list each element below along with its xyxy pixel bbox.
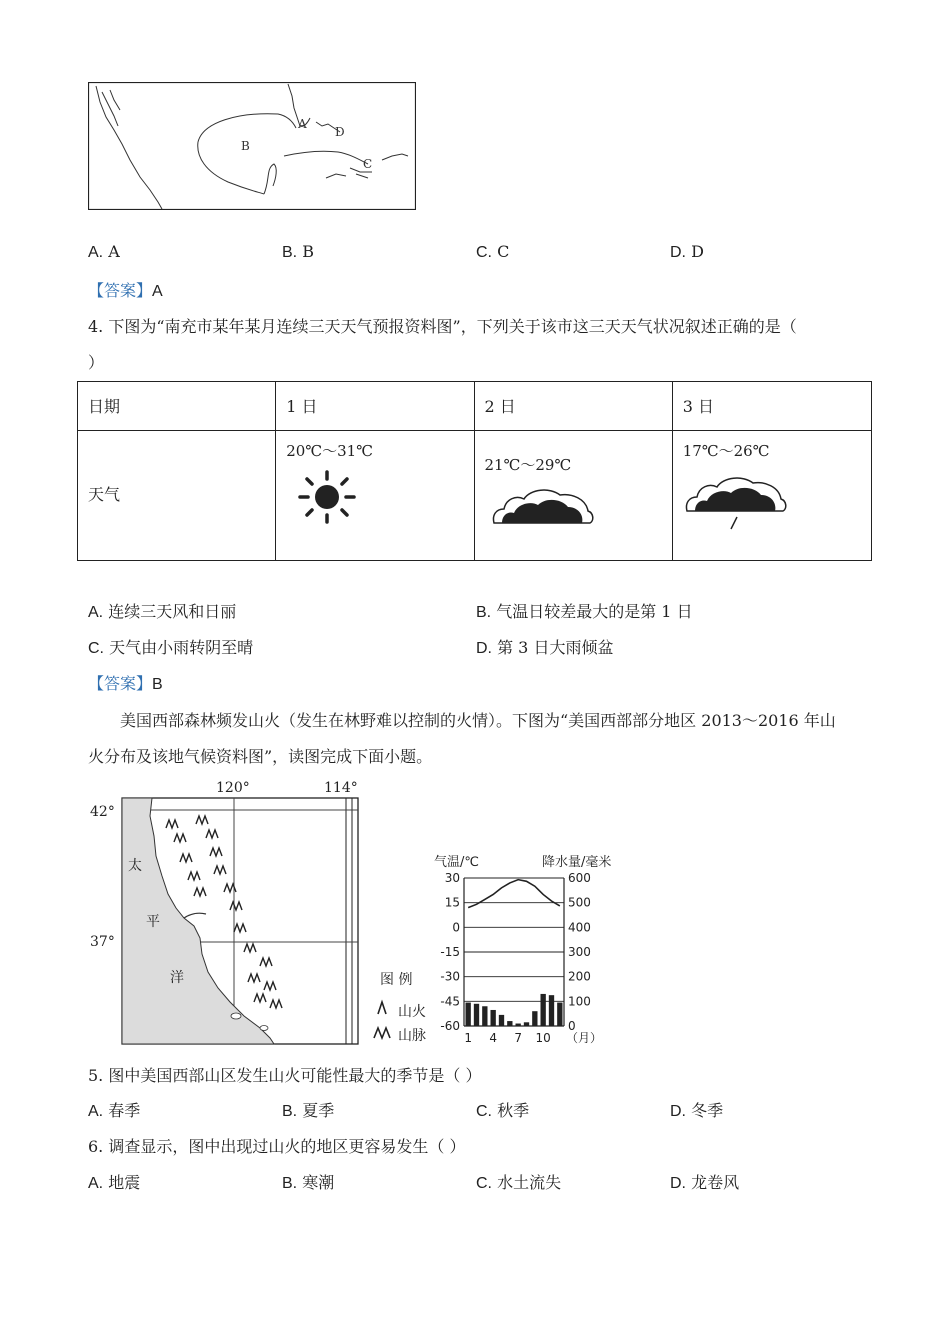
temp-tick-label: -60 — [440, 1019, 460, 1033]
precip-tick-label: 400 — [568, 920, 591, 935]
map1-label-b: B — [241, 139, 250, 153]
precip-tick-label: 0 — [568, 1019, 576, 1033]
temp-tick-label: 0 — [452, 920, 460, 935]
intro-line1: 美国西部森林频发山火（发生在林野难以控制的火情）。下图为“美国西部部分地区 2013～2016 年山 — [120, 711, 836, 730]
q4-option-c[interactable]: C. 天气由小雨转阴至晴 — [88, 638, 254, 657]
precip-tick-label: 300 — [568, 945, 591, 959]
precip-bar — [482, 1006, 487, 1026]
caribbean-map — [88, 82, 416, 210]
month-unit-label: （月） — [566, 1031, 603, 1045]
temp-tick-label: -45 — [440, 994, 460, 1009]
map1-label-d: D — [335, 125, 345, 139]
map1-label-c: C — [363, 157, 373, 171]
climate-chart — [430, 850, 630, 1050]
lon-114-label: 114° — [324, 780, 358, 796]
precip-tick-label: 100 — [568, 994, 591, 1009]
precip-bar — [474, 1004, 479, 1026]
fire-symbol-icon — [378, 1002, 386, 1014]
mountain-symbol-icon — [374, 1028, 390, 1038]
q6-option-b[interactable]: B. 寒潮 — [282, 1173, 335, 1192]
q5-option-a[interactable]: A. 春季 — [88, 1101, 141, 1120]
precip-bar — [466, 1003, 471, 1026]
precip-bar — [491, 1010, 496, 1026]
ocean-label-3: 洋 — [170, 970, 184, 986]
map1-label-a: A — [298, 117, 307, 131]
row-weather-label: 天气 — [78, 431, 276, 561]
weather-forecast-table — [77, 381, 872, 561]
q5-option-b[interactable]: B. 夏季 — [282, 1101, 335, 1120]
q4-option-a[interactable]: A. 连续三天风和日丽 — [88, 602, 237, 621]
precip-tick-label: 200 — [568, 969, 591, 984]
q3-option-c[interactable]: C. C — [476, 242, 510, 261]
temp-tick-label: 15 — [444, 895, 460, 910]
legend-fire-label: 山火 — [398, 1004, 426, 1020]
weather-day1: 20℃～31℃ — [276, 431, 474, 561]
q6-option-a[interactable]: A. 地震 — [88, 1173, 141, 1192]
legend-title: 图 例 — [380, 972, 413, 988]
q6-option-d[interactable]: D. 龙卷风 — [670, 1173, 740, 1192]
q4-option-d[interactable]: D. 第 3 日大雨倾盆 — [476, 638, 614, 657]
month-tick-label: 10 — [535, 1031, 551, 1045]
ocean-label-2: 平 — [146, 914, 160, 930]
q4-stem-line2: ） — [88, 353, 105, 372]
q3-answer: 【答案】A — [88, 281, 163, 300]
q4-option-b[interactable]: B. 气温日较差最大的是第 1 日 — [476, 602, 693, 621]
precip-tick-label: 600 — [568, 871, 591, 885]
cloud-icon — [490, 485, 596, 527]
cloud-rain-icon — [683, 473, 795, 531]
q6-stem: 6. 调查显示，图中出现过山火的地区更容易发生（ ） — [88, 1137, 466, 1156]
intro-line2: 火分布及该地气候资料图”，读图完成下面小题。 — [88, 747, 433, 766]
ocean-label-1: 太 — [128, 858, 142, 874]
precip-bar — [499, 1015, 504, 1026]
lon-120-label: 120° — [216, 780, 250, 796]
climate-chart-svg — [430, 850, 630, 1050]
header-day3: 3 日 — [672, 382, 871, 431]
precip-bar — [532, 1011, 537, 1026]
precip-bar — [507, 1021, 512, 1026]
q3-option-a[interactable]: A. A — [88, 242, 120, 261]
q5-option-c[interactable]: C. 秋季 — [476, 1101, 530, 1120]
month-tick-label: 4 — [489, 1031, 497, 1045]
precip-tick-label: 500 — [568, 895, 591, 910]
sun-icon — [294, 469, 360, 525]
header-day2: 2 日 — [474, 382, 672, 431]
q5-option-d[interactable]: D. 冬季 — [670, 1101, 724, 1120]
climate-ylabel-right: 降水量/毫米 — [542, 855, 612, 870]
temp-tick-label: -30 — [440, 969, 460, 984]
q5-stem: 5. 图中美国西部山区发生山火可能性最大的季节是（ ） — [88, 1066, 482, 1085]
temp-tick-label: 30 — [444, 871, 460, 885]
month-tick-label: 7 — [514, 1031, 522, 1045]
header-day1: 1 日 — [276, 382, 474, 431]
weather-day2: 21℃～29℃ — [474, 431, 672, 561]
weather-day3: 17℃～26℃ — [672, 431, 871, 561]
precip-bar — [516, 1024, 521, 1026]
precip-bar — [524, 1022, 529, 1026]
q4-answer: 【答案】B — [88, 674, 163, 693]
precip-bar — [549, 995, 554, 1026]
lat-37-label: 37° — [90, 934, 115, 950]
lat-42-label: 42° — [90, 804, 115, 820]
temperature-curve — [468, 880, 560, 908]
q6-option-c[interactable]: C. 水土流失 — [476, 1173, 562, 1192]
q4-stem-line1: 4. 下图为“南充市某年某月连续三天天气预报资料图”，下列关于该市这三天天气状况叙述正确的是（ — [88, 317, 797, 336]
q3-option-d[interactable]: D. D — [670, 242, 704, 261]
header-date: 日期 — [78, 382, 276, 431]
precip-bar — [557, 1003, 562, 1026]
temp-tick-label: -15 — [440, 945, 460, 959]
q3-option-b[interactable]: B. B — [282, 242, 314, 261]
legend-mountain-label: 山脉 — [398, 1028, 426, 1044]
month-tick-label: 1 — [464, 1031, 472, 1045]
precip-bar — [541, 994, 546, 1026]
climate-ylabel-left: 气温/℃ — [434, 855, 479, 870]
